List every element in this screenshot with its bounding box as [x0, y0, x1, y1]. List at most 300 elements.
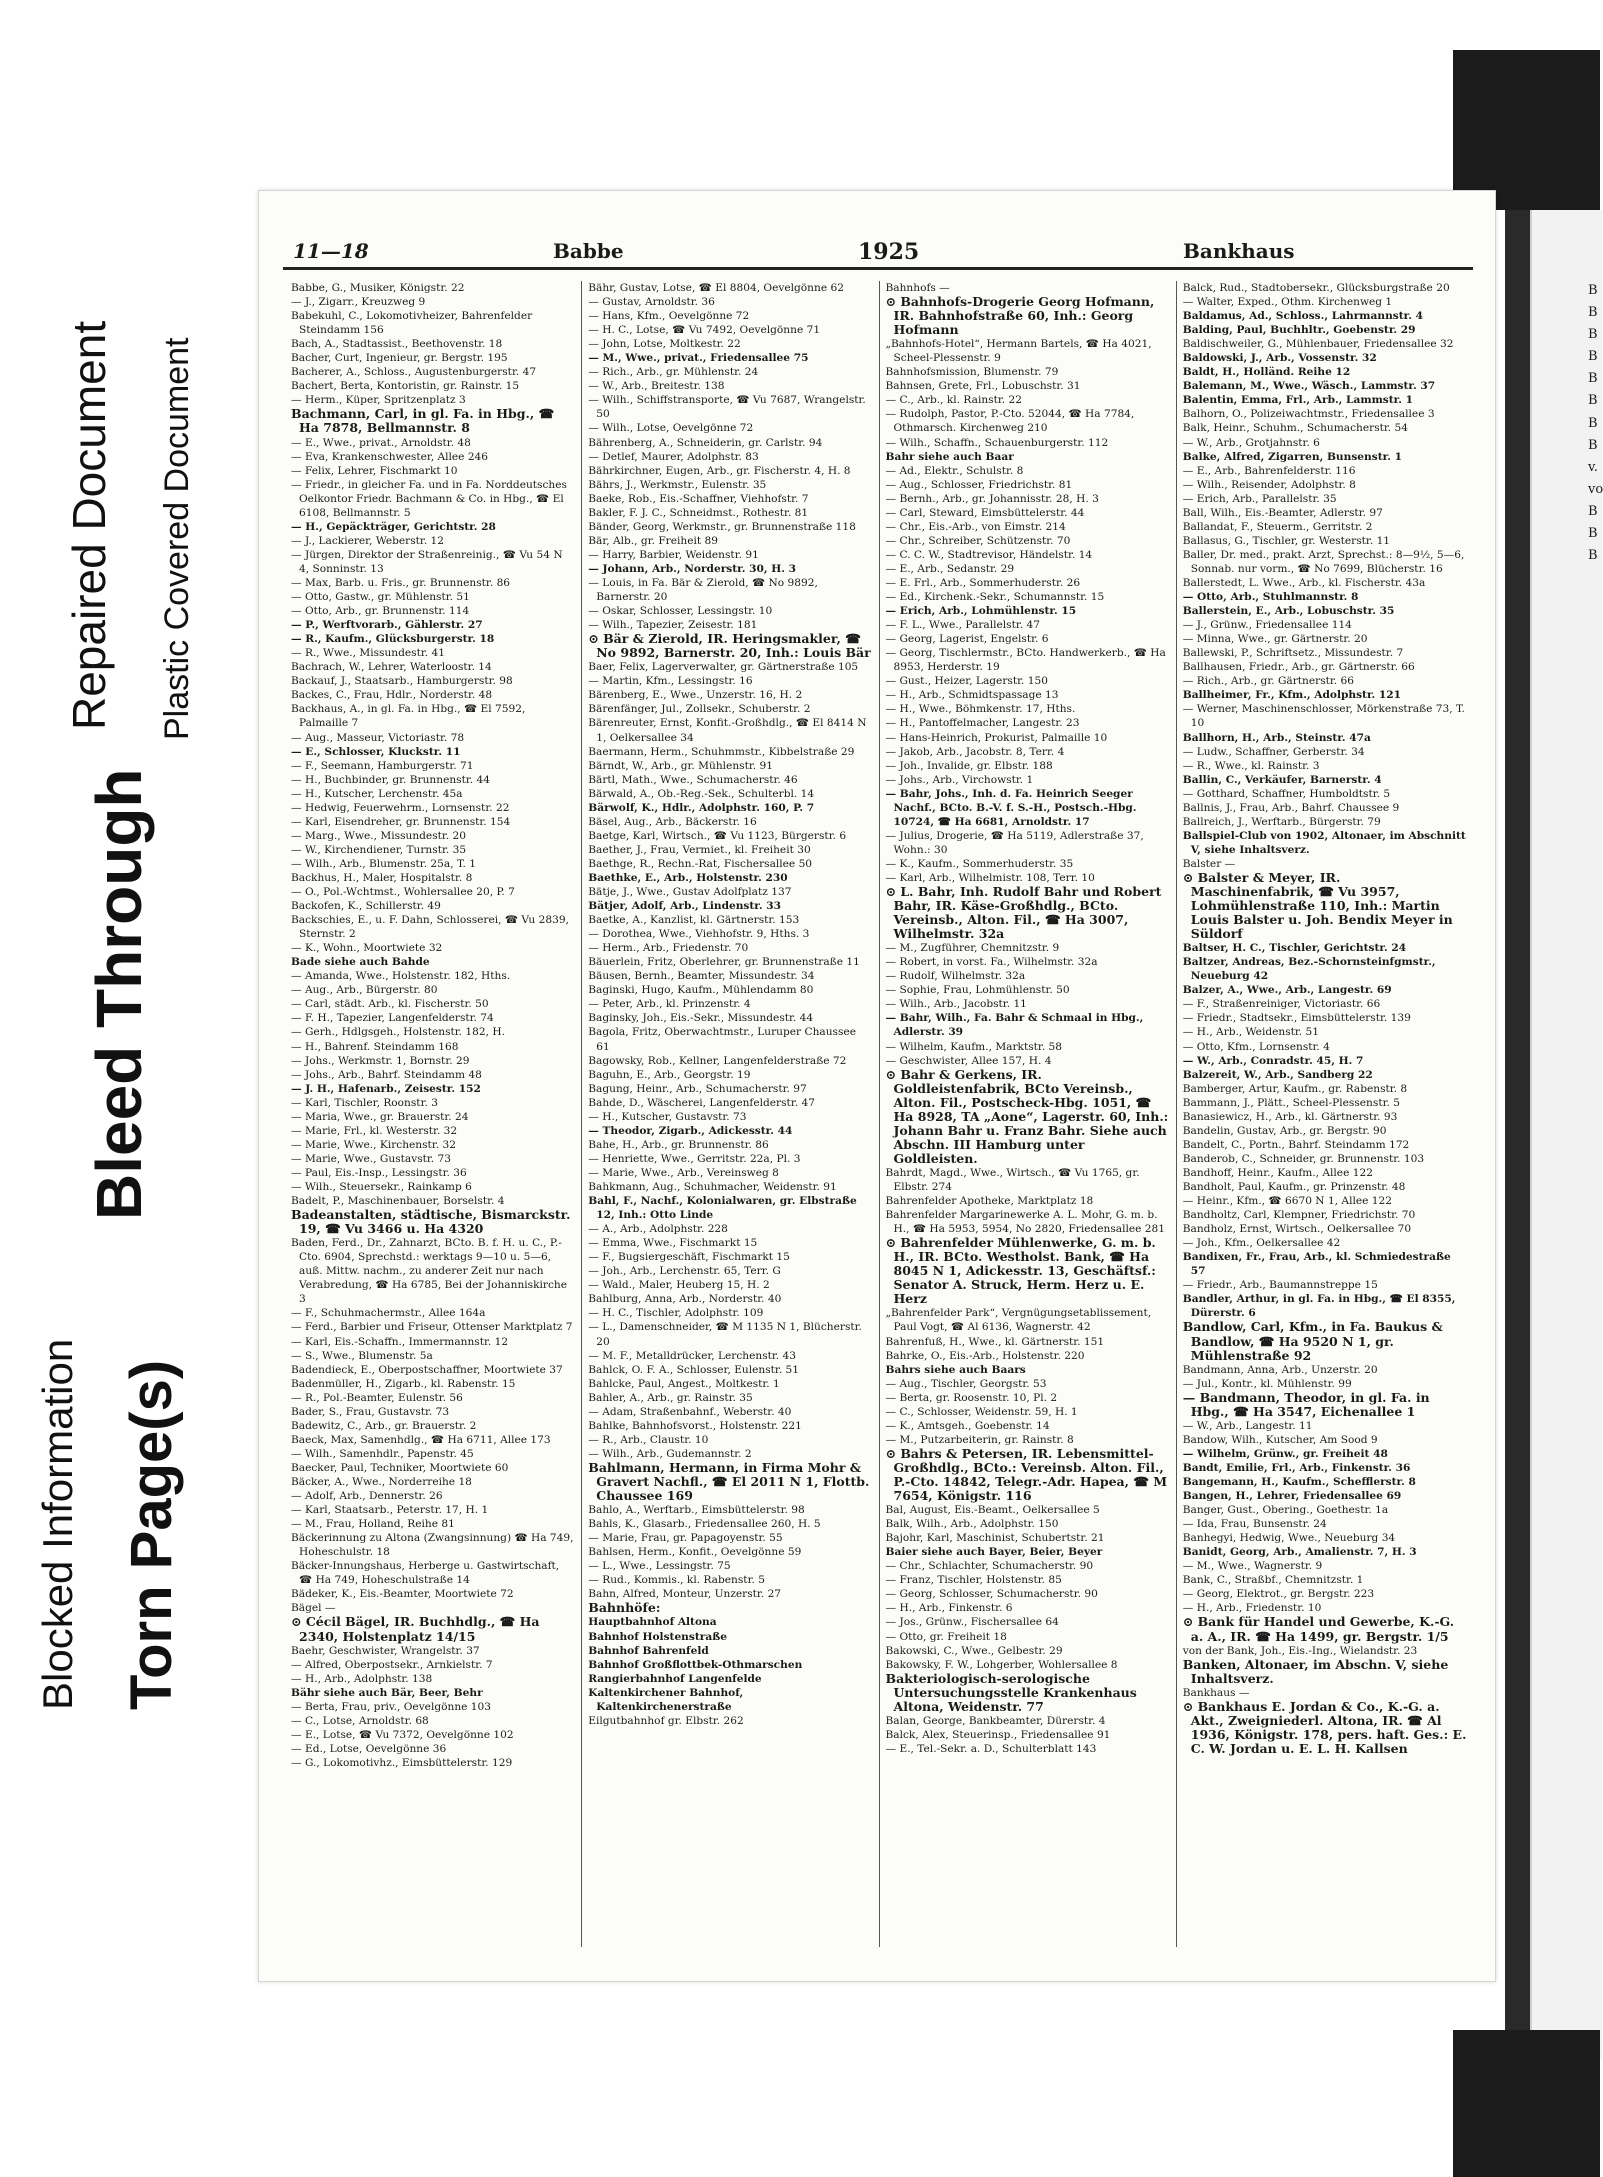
directory-entry: ⊙ Bahnhofs-Drogerie Georg Hofmann, IR. Bahnhofstraße 60, Inh.: Georg Hofmann: [885, 294, 1155, 338]
page-number: 11—18: [293, 239, 369, 263]
directory-entry: — Sophie, Frau, Lohmühlenstr. 50: [885, 984, 1070, 997]
adjacent-letter: B: [1588, 371, 1598, 387]
directory-entry: — Theodor, Zigarb., Adickesstr. 44: [588, 1124, 793, 1137]
directory-entry: Bachrach, W., Lehrer, Waterloostr. 14: [291, 661, 492, 674]
directory-entry: — M., Putzarbeiterin, gr. Rainstr. 8: [885, 1433, 1074, 1446]
directory-entry: — Rich., Arb., gr. Gärtnerstr. 66: [1182, 675, 1355, 688]
directory-entry: — Eva, Krankenschwester, Allee 246: [291, 450, 489, 463]
directory-entry: Backhaus, A., in gl. Fa. in Hbg., ☎ El 7592, Palmaille 7: [291, 703, 526, 730]
directory-entry: — Bahr, Wilh., Fa. Bahr & Schmaal in Hbg., Adlerstr. 39: [885, 1012, 1144, 1039]
directory-entry: — Georg, Lagerist, Engelstr. 6: [885, 633, 1049, 646]
directory-entry: Bahde, D., Wäscherei, Langenfelderstr. 47: [588, 1096, 815, 1109]
directory-entry: Balck, Alex, Steuerinsp., Friedensallee 91: [885, 1728, 1111, 1741]
directory-entry: — Marie, Wwe., Kirchenstr. 32: [291, 1138, 456, 1151]
directory-entry: — Jakob, Arb., Jacobstr. 8, Terr. 4: [885, 745, 1065, 758]
directory-entry: ⊙ Balster & Meyer, IR. Maschinenfabrik, ☎ Vu 3957, Lohmühlenstraße 110, Inh.: Martin Louis Balster u. Joh. Bendix Meyer in Süldorf: [1182, 869, 1453, 942]
directory-entry: von der Bank, Joh., Eis.-Ing., Wielandstr. 23: [1182, 1644, 1418, 1657]
directory-entry: Baginsky, Joh., Eis.-Sekr., Missundestr. 44: [588, 1012, 814, 1025]
directory-entry: — Johs., Arb., Bahrf. Steindamm 48: [291, 1068, 482, 1081]
directory-entry: Bahlke, Bahnhofsvorst., Holstenstr. 221: [588, 1419, 802, 1432]
directory-entry: — Hans-Heinrich, Prokurist, Palmaille 10: [885, 731, 1108, 744]
directory-entry: Baller, Dr. med., prakt. Arzt, Sprechst.: 8—9½, 5—6, Sonnab. nur vorm., ☎ No 7699, Blücherstr. 16: [1182, 548, 1465, 575]
directory-entry: Ballreich, J., Werftarb., Bürgerstr. 79: [1182, 815, 1381, 828]
directory-entry: — H., Kutscher, Lerchenstr. 45a: [291, 787, 463, 800]
directory-entry: Bandow, Wilh., Kutscher, Am Sood 9: [1182, 1433, 1378, 1446]
directory-entry: — Wilh., Arb., Jacobstr. 11: [885, 998, 1027, 1011]
directory-entry: Baer, Felix, Lagerverwalter, gr. Gärtnerstraße 105: [588, 661, 859, 674]
directory-entry: Baehr, Geschwister, Wrangelstr. 37: [291, 1644, 480, 1657]
directory-entry: Badenmüller, H., Zigarb., kl. Rabenstr. 15: [291, 1377, 516, 1390]
directory-entry: Bader, S., Frau, Gustavstr. 73: [291, 1405, 450, 1418]
directory-entry: Hauptbahnhof Altona: [588, 1616, 717, 1629]
directory-entry: — H., Arb., Weidenstr. 51: [1182, 1026, 1320, 1039]
directory-entry: Banderob, C., Schneider, gr. Brunnenstr. 103: [1182, 1152, 1425, 1165]
directory-entry: — E., Arb., Bahrenfelderstr. 116: [1182, 464, 1356, 477]
directory-entry: — Harry, Barbier, Weidenstr. 91: [588, 548, 759, 561]
directory-entry: — Heinr., Kfm., ☎ 6670 N 1, Allee 122: [1182, 1195, 1392, 1208]
directory-entry: ⊙ Bank für Handel und Gewerbe, K.-G. a. A., IR. ☎ Ha 1499, gr. Bergstr. 1/5: [1182, 1614, 1455, 1644]
directory-entry: — E., Arb., Sedanstr. 29: [885, 562, 1015, 575]
directory-entry: — Wilhelm, Kaufm., Marktstr. 58: [885, 1040, 1063, 1053]
column-2: [581, 281, 878, 1947]
directory-entry: — Georg, Schlosser, Schumacherstr. 90: [885, 1588, 1098, 1601]
directory-entry: — Rich., Arb., gr. Mühlenstr. 24: [588, 366, 759, 379]
directory-entry: — Herm., Küper, Spritzenplatz 3: [291, 394, 466, 407]
directory-entry: Bahe, H., Arb., gr. Brunnenstr. 86: [588, 1138, 769, 1151]
directory-entry: Banken, Altonaer, im Abschn. V, siehe Inhaltsverz.: [1182, 1656, 1449, 1686]
directory-entry: Baeke, Rob., Eis.-Schaffner, Viehhofstr. 7: [588, 492, 809, 505]
adjacent-letter: B: [1588, 393, 1598, 409]
scan-edge-side: [1505, 210, 1530, 2030]
directory-entry: — Johann, Arb., Norderstr. 30, H. 3: [588, 562, 797, 575]
directory-entry: — Julius, Drogerie, ☎ Ha 5119, Adlerstraße 37, Wohn.: 30: [885, 829, 1144, 856]
directory-entry: — F., Bugsiergeschäft, Fischmarkt 15: [588, 1251, 790, 1264]
directory-entry: — Wilh., Samenhdlr., Papenstr. 45: [291, 1447, 474, 1460]
directory-entry: — H. C., Tischler, Adolphstr. 109: [588, 1307, 764, 1320]
directory-entry: Banasiewicz, H., Arb., kl. Gärtnerstr. 93: [1182, 1110, 1398, 1123]
directory-entry: — F. H., Tapezier, Langenfelderstr. 74: [291, 1012, 494, 1025]
directory-entry: Bärndt, W., Arb., gr. Mühlenstr. 91: [588, 759, 773, 772]
directory-entry: Backauf, J., Staatsarb., Hamburgerstr. 98: [291, 675, 513, 688]
directory-entry: Ballheimer, Fr., Kfm., Adolphstr. 121: [1182, 689, 1402, 702]
directory-entry: Ballin, C., Verkäufer, Barnerstr. 4: [1182, 773, 1382, 786]
directory-entry: — Georg, Elektrot., gr. Bergstr. 223: [1182, 1588, 1375, 1601]
directory-entry: Bärwald, A., Ob.-Reg.-Sek., Schulterbl. 14: [588, 787, 815, 800]
directory-entry: Ballspiel-Club von 1902, Altonaer, im Abschnitt V, siehe Inhaltsverz.: [1182, 829, 1466, 856]
directory-entry: — Wilh., Tapezier, Zeisestr. 181: [588, 619, 758, 632]
directory-entry: Badeanstalten, städtische, Bismarckstr. 19, ☎ Vu 3466 u. Ha 4320: [291, 1207, 571, 1237]
directory-entry: — Wilh., Schiffstransporte, ☎ Vu 7687, Wrangelstr. 50: [588, 394, 866, 421]
directory-entry: — H., Arb., Friedenstr. 10: [1182, 1602, 1322, 1615]
column-1: [285, 281, 581, 1947]
directory-entry: Babbe, G., Musiker, Königstr. 22: [291, 282, 465, 294]
directory-entry: — Marie, Frl., kl. Westerstr. 32: [291, 1124, 458, 1137]
directory-entry: Bandholt, Paul, Kaufm., gr. Prinzenstr. 48: [1182, 1181, 1406, 1193]
adjacent-letter: B: [1588, 327, 1598, 343]
directory-entry: — J., Grünw., Friedensallee 114: [1182, 619, 1352, 632]
directory-entry: — W., Arb., Breitestr. 138: [588, 380, 725, 393]
directory-entry: — Rudolf, Wilhelmstr. 32a: [885, 970, 1026, 983]
directory-entry: Ballasus, G., Tischler, gr. Westerstr. 11: [1182, 534, 1391, 547]
directory-entry: — H., Gepäckträger, Gerichtstr. 28: [291, 520, 496, 533]
directory-entry: — R., Pol.-Beamter, Eulenstr. 56: [291, 1391, 463, 1404]
directory-entry: — Marie, Wwe., Gustavstr. 73: [291, 1152, 451, 1165]
directory-entry: Bahrke, O., Eis.-Arb., Holstenstr. 220: [885, 1349, 1085, 1362]
directory-entry: — M., Wwe., privat., Friedensallee 75: [588, 352, 809, 365]
directory-entry: Bakteriologisch-serologische Untersuchungsstelle Krankenhaus Altona, Weidenstr. 77: [885, 1670, 1137, 1714]
directory-entry: — F., Seemann, Hamburgerstr. 71: [291, 759, 474, 772]
directory-entry: — Ed., Kirchenk.-Sekr., Schumannstr. 15: [885, 591, 1105, 604]
directory-entry: — Carl, Steward, Eimsbüttelerstr. 44: [885, 506, 1085, 519]
directory-entry: — Erich, Arb., Lohmühlenstr. 15: [885, 605, 1077, 618]
directory-entry: — E., Schlosser, Kluckstr. 11: [291, 745, 461, 758]
directory-entry: Baethke, E., Arb., Holstenstr. 230: [588, 871, 788, 884]
directory-entry: Baermann, Herm., Schuhmmstr., Kibbelstraße 29: [588, 745, 855, 758]
directory-entry: — Gust., Heizer, Lagerstr. 150: [885, 675, 1048, 688]
directory-entry: Bandhoff, Heinr., Kaufm., Allee 122: [1182, 1166, 1373, 1179]
directory-entry: Balentin, Emma, Frl., Arb., Lammstr. 1: [1182, 394, 1413, 407]
directory-entry: Bärtl, Math., Wwe., Schumacherstr. 46: [588, 773, 798, 786]
directory-entry: Bakler, F. J. C., Schneidmst., Rothestr. 81: [588, 506, 809, 519]
directory-entry: — R., Kaufm., Glücksburgerstr. 18: [291, 633, 495, 646]
directory-entry: — Werner, Maschinenschlosser, Mörkenstraße 73, T. 10: [1182, 703, 1465, 730]
directory-entry: — L., Damenschneider, ☎ M 1135 N 1, Blücherstr. 20: [588, 1321, 862, 1348]
directory-entry: — M., Zugführer, Chemnitzstr. 9: [885, 942, 1060, 955]
directory-entry: — Berta, Frau, priv., Oevelgönne 103: [291, 1700, 491, 1713]
directory-entry: Baier siehe auch Bayer, Beier, Beyer: [885, 1546, 1103, 1559]
adjacent-letter: B: [1588, 437, 1598, 453]
directory-entry: — H. C., Lotse, ☎ Vu 7492, Oevelgönne 71: [588, 324, 821, 337]
directory-entry: Bal, August, Eis.-Beamt., Oelkersallee 5: [885, 1504, 1100, 1517]
directory-entry: Bär, Alb., gr. Freiheit 89: [588, 534, 718, 547]
directory-entry: Backhus, H., Maler, Hospitalstr. 8: [291, 871, 473, 884]
directory-entry: — Karl, Staatsarb., Peterstr. 17, H. 1: [291, 1504, 489, 1517]
directory-entry: Ballerstedt, L. Wwe., Arb., kl. Fischerstr. 43a: [1182, 576, 1426, 589]
directory-entry: — Geschwister, Allee 157, H. 4: [885, 1054, 1052, 1067]
directory-entry: — Johs., Arb., Virchowstr. 1: [885, 773, 1034, 786]
directory-entry: — Wilhelm, Grünw., gr. Freiheit 48: [1182, 1447, 1388, 1460]
directory-entry: — Felix, Lehrer, Fischmarkt 10: [291, 464, 458, 477]
directory-entry: ⊙ Bankhaus E. Jordan & Co., K.-G. a. Akt., Zweigniederl. Altona, IR. ☎ Al 1936, Königstr. 178, pers. haft. Ges.: E. C. W. Jordan u. E. L. H. Kallsen: [1182, 1698, 1467, 1756]
directory-entry: Bänder, Georg, Werkmstr., gr. Brunnenstraße 118: [588, 520, 856, 533]
directory-entry: — Franz, Tischler, Holstenstr. 85: [885, 1574, 1062, 1587]
directory-entry: Backofen, K., Schillerstr. 49: [291, 900, 441, 913]
directory-entry: Bandixen, Fr., Frau, Arb., kl. Schmiedestraße 57: [1182, 1251, 1451, 1278]
directory-entry: Bagola, Fritz, Oberwachtmstr., Luruper Chaussee 61: [588, 1026, 856, 1053]
directory-entry: — E., Lotse, ☎ Vu 7372, Oevelgönne 102: [291, 1728, 514, 1741]
directory-entry: Bärwolf, K., Hdlr., Adolphstr. 160, P. 7: [588, 801, 815, 814]
directory-entry: — Emma, Wwe., Fischmarkt 15: [588, 1237, 758, 1250]
directory-entry: — Gustav, Arnoldstr. 36: [588, 296, 715, 309]
directory-entry: — Maria, Wwe., gr. Brauerstr. 24: [291, 1110, 469, 1123]
directory-entry: „Bahnhofs-Hotel“, Hermann Bartels, ☎ Ha 4021, Scheel-Plessenstr. 9: [885, 338, 1152, 365]
directory-entry: — Gerh., Hdlgsgeh., Holstenstr. 182, H.: [291, 1026, 505, 1039]
directory-entry: Baether, J., Frau, Vermiet., kl. Freiheit 30: [588, 843, 811, 856]
directory-entry: Bahn, Alfred, Monteur, Unzerstr. 27: [588, 1588, 782, 1601]
directory-entry: — H., Arb., Adolphstr. 138: [291, 1672, 433, 1685]
directory-entry: — Adolf, Arb., Dennerstr. 26: [291, 1490, 443, 1503]
directory-page: [258, 190, 1496, 1982]
directory-entry: — F., Straßenreiniger, Victoriastr. 66: [1182, 998, 1381, 1011]
directory-entry: — W., Arb., Conradstr. 45, H. 7: [1182, 1054, 1364, 1067]
directory-entry: — P., Werftvorarb., Gählerstr. 27: [291, 619, 483, 632]
label-repaired-document: Repaired Document: [63, 320, 115, 730]
directory-entry: — Walter, Exped., Othm. Kirchenweg 1: [1182, 296, 1393, 309]
directory-columns: [285, 281, 1473, 1947]
directory-entry: — Otto, Kfm., Lornsenstr. 4: [1182, 1040, 1330, 1053]
directory-entry: Ballhorn, H., Arb., Steinstr. 47a: [1182, 731, 1371, 744]
directory-entry: — H., Arb., Schmidtspassage 13: [885, 689, 1059, 702]
directory-entry: — F., Schuhmachermstr., Allee 164a: [291, 1307, 486, 1320]
directory-entry: Bachert, Berta, Kontoristin, gr. Rainstr. 15: [291, 380, 520, 393]
directory-entry: Babekuhl, C., Lokomotivheizer, Bahrenfelder Steindamm 156: [291, 310, 533, 337]
directory-entry: Banidt, Georg, Arb., Amalienstr. 7, H. 3: [1182, 1546, 1417, 1559]
directory-entry: — Aug., Arb., Bürgerstr. 80: [291, 984, 438, 997]
adjacent-letter: B: [1588, 305, 1598, 321]
directory-entry: Baetke, A., Kanzlist, kl. Gärtnerstr. 153: [588, 914, 800, 927]
directory-entry: — E., Wwe., privat., Arnoldstr. 48: [291, 436, 471, 449]
label-torn-pages: Torn Page(s): [119, 1359, 184, 1710]
directory-entry: Bandholz, Ernst, Wirtsch., Oelkersallee 70: [1182, 1223, 1412, 1236]
directory-entry: — H., Pantoffelmacher, Langestr. 23: [885, 717, 1080, 730]
directory-entry: — E. Frl., Arb., Sommerhuderstr. 26: [885, 576, 1081, 589]
directory-entry: — H., Arb., Finkenstr. 6: [885, 1602, 1013, 1615]
directory-entry: ⊙ Cécil Bägel, IR. Buchhdlg., ☎ Ha 2340, Holstenplatz 14/15: [291, 1614, 540, 1644]
directory-entry: — Oskar, Schlosser, Lessingstr. 10: [588, 605, 773, 618]
directory-entry: — John, Lotse, Moltkestr. 22: [588, 338, 741, 351]
directory-entry: Bacherer, A., Schloss., Augustenburgerstr. 47: [291, 366, 537, 379]
directory-entry: Bahlck, O. F. A., Schlosser, Eulenstr. 51: [588, 1363, 800, 1376]
directory-entry: — W., Kirchendiener, Turnstr. 35: [291, 843, 467, 856]
directory-entry: — Wilh., Arb., Blumenstr. 25a, T. 1: [291, 857, 476, 870]
directory-entry: — Wald., Maler, Heuberg 15, H. 2: [588, 1279, 770, 1292]
directory-entry: Bankhaus —: [1182, 1686, 1250, 1699]
directory-entry: — Adam, Straßenbahnf., Weberstr. 40: [588, 1405, 792, 1418]
directory-entry: — H., Bahrenf. Steindamm 168: [291, 1040, 459, 1053]
directory-entry: Bahr siehe auch Baar: [885, 450, 1014, 463]
directory-entry: Bamberger, Artur, Kaufm., gr. Rabenstr. 8: [1182, 1082, 1408, 1095]
directory-entry: — Bernh., Arb., gr. Johannisstr. 28, H. 3: [885, 492, 1099, 505]
directory-entry: Bakowski, C., Wwe., Gelbestr. 29: [885, 1644, 1063, 1657]
directory-entry: — R., Arb., Claustr. 10: [588, 1433, 709, 1446]
directory-entry: — Minna, Wwe., gr. Gärtnerstr. 20: [1182, 633, 1368, 646]
directory-entry: Banhegyi, Hedwig, Wwe., Neueburg 34: [1182, 1532, 1396, 1545]
directory-entry: — R., Wwe., Missundestr. 41: [291, 647, 445, 660]
directory-entry: Bädeker, K., Eis.-Beamter, Moortwiete 72: [291, 1588, 514, 1601]
directory-entry: Balke, Alfred, Zigarren, Bunsenstr. 1: [1182, 450, 1402, 463]
directory-entry: Bahnhof Bahrenfeld: [588, 1644, 709, 1657]
directory-entry: Balk, Wilh., Arb., Adolphstr. 150: [885, 1518, 1059, 1531]
directory-entry: Bachmann, Carl, in gl. Fa. in Hbg., ☎ Ha 7878, Bellmannstr. 8: [291, 406, 555, 436]
directory-entry: Bahlmann, Hermann, in Firma Mohr & Gravert Nachfl., ☎ El 2011 N 1, Flottb. Chaussee 169: [588, 1459, 870, 1504]
directory-entry: Balding, Paul, Buchhltr., Goebenstr. 29: [1182, 324, 1416, 337]
directory-entry: — Ad., Elektr., Schulstr. 8: [885, 464, 1024, 477]
directory-entry: — Gotthard, Schaffner, Humboldtstr. 5: [1182, 787, 1391, 800]
directory-entry: Baethge, R., Rechn.-Rat, Fischersallee 50: [588, 857, 813, 870]
adjacent-letter: B: [1588, 283, 1598, 298]
directory-entry: Baltser, H. C., Tischler, Gerichtstr. 24: [1182, 942, 1407, 955]
directory-entry: Rangierbahnhof Langenfelde: [588, 1672, 762, 1685]
directory-entry: — Aug., Tischler, Georgstr. 53: [885, 1377, 1047, 1390]
directory-entry: Kaltenkirchener Bahnhof, Kaltenkirchenerstraße: [588, 1686, 744, 1713]
directory-entry: Baden, Ferd., Dr., Zahnarzt, BCto. B. f. H. u. C., P.-Cto. 6904, Sprechstd.: werktags 9—10 u. 5—6, auß. Mittw. nachm., zu anderer Zeit nur nach Verabredung, ☎ Ha 6785, Bei der Johanniskirche 3: [291, 1237, 567, 1306]
directory-entry: Bahls, K., Glasarb., Friedensallee 260, H. 5: [588, 1518, 821, 1531]
directory-entry: — Otto, Gastw., gr. Mühlenstr. 51: [291, 591, 470, 604]
directory-entry: — Louis, in Fa. Bär & Zierold, ☎ Nо 9892, Barnerstr. 20: [588, 576, 818, 604]
directory-entry: — Chr., Schlachter, Schumacherstr. 90: [885, 1560, 1094, 1573]
directory-entry: Bärenfänger, Jul., Zollsekr., Schuberstr. 2: [588, 703, 811, 716]
directory-entry: — Hedwig, Feuerwehrm., Lornsenstr. 22: [291, 801, 510, 814]
directory-entry: Bahlo, A., Werftarb., Eimsbüttelerstr. 98: [588, 1504, 805, 1517]
directory-entry: — J. H., Hafenarb., Zeisestr. 152: [291, 1082, 481, 1095]
directory-entry: — Karl, Eis.-Schaffn., Immermannstr. 12: [291, 1335, 509, 1348]
directory-entry: Bandholtz, Carl, Klempner, Friedrichstr. 70: [1182, 1209, 1416, 1222]
directory-entry: Ballewski, P., Schriftsetz., Missundestr. 7: [1182, 647, 1404, 660]
directory-entry: Ballerstein, E., Arb., Lobuschstr. 35: [1182, 605, 1395, 618]
directory-entry: Bärenreuter, Ernst, Konfit.-Großhdlg., ☎ El 8414 N 1, Oelkersallee 34: [588, 717, 867, 744]
directory-entry: — Jos., Grünw., Fischersallee 64: [885, 1616, 1059, 1629]
directory-entry: — K., Kaufm., Sommerhuderstr. 35: [885, 857, 1074, 870]
directory-entry: — Bahr, Johs., Inh. d. Fa. Heinrich Seeger Nachf., BCto. B.-V. f. S.-H., Postsch.-Hbg. 10724, ☎ Ha 6681, Arnoldstr. 17: [885, 787, 1137, 828]
directory-entry: „Bahrenfelder Park“, Vergnügungsetablissement, Paul Vogt, ☎ Al 6136, Wagnerstr. 42: [885, 1307, 1152, 1334]
directory-entry: Bahkmann, Aug., Schuhmacher, Weidenstr. 91: [588, 1181, 837, 1193]
directory-entry: — S., Wwe., Blumenstr. 5a: [291, 1349, 433, 1362]
directory-entry: — M., Wwe., Wagnerstr. 9: [1182, 1560, 1323, 1573]
directory-entry: — J., Zigarr., Kreuzweg 9: [291, 296, 426, 309]
directory-entry: — W., Arb., Langestr. 11: [1182, 1419, 1313, 1432]
directory-entry: Bärenberg, E., Wwe., Unzerstr. 16, H. 2: [588, 689, 803, 702]
directory-entry: — Berta, gr. Roosenstr. 10, Pl. 2: [885, 1391, 1058, 1404]
scan-edge-top: [1453, 50, 1600, 210]
directory-entry: — Friedr., Arb., Baumannstreppe 15: [1182, 1279, 1378, 1292]
directory-entry: Baldischweiler, G., Mühlenbauer, Friedensallee 32: [1182, 338, 1454, 351]
directory-entry: Bahnhof Holstenstraße: [588, 1630, 727, 1643]
directory-entry: — Aug., Masseur, Victoriastr. 78: [291, 731, 465, 744]
directory-entry: Bandmann, Anna, Arb., Unzerstr. 20: [1182, 1363, 1378, 1376]
directory-entry: — Carl, städt. Arb., kl. Fischerstr. 50: [291, 998, 489, 1011]
directory-entry: — Friedr., Stadtsekr., Eimsbüttelerstr. 139: [1182, 1012, 1411, 1025]
label-bleed-through: Bleed Through: [83, 768, 155, 1220]
directory-entry: — H., Buchbinder, gr. Brunnenstr. 44: [291, 773, 490, 786]
directory-entry: Baldamus, Ad., Schloss., Lahrmannstr. 4: [1182, 310, 1423, 323]
directory-entry: Baecker, Paul, Techniker, Moortwiete 60: [291, 1461, 509, 1474]
directory-entry: — Joh., Invalide, gr. Elbstr. 188: [885, 759, 1053, 772]
directory-entry: Bäcker-Innungshaus, Herberge u. Gastwirtschaft, ☎ Ha 749, Hoheschulstraße 14: [291, 1560, 560, 1587]
directory-entry: Ballnis, J., Frau, Arb., Bahrf. Chaussee 9: [1182, 801, 1400, 814]
directory-entry: — Herm., Arb., Friedenstr. 70: [588, 942, 749, 955]
directory-entry: — Erich, Arb., Parallelstr. 35: [1182, 492, 1337, 505]
directory-entry: Bahlsen, Herm., Konfit., Oevelgönne 59: [588, 1546, 802, 1559]
directory-entry: Bähr siehe auch Bär, Beer, Behr: [291, 1686, 483, 1699]
directory-entry: — Wilh., Lotse, Oevelgönne 72: [588, 422, 754, 435]
directory-entry: Ballhausen, Friedr., Arb., gr. Gärtnerstr. 66: [1182, 661, 1415, 674]
directory-entry: — W., Arb., Grotjahnstr. 6: [1182, 436, 1320, 449]
directory-entry: — Marg., Wwe., Missundestr. 20: [291, 829, 467, 842]
directory-entry: — K., Amtsgeh., Goebenstr. 14: [885, 1419, 1050, 1432]
directory-entry: — Chr., Eis.-Arb., von Eimstr. 214: [885, 520, 1066, 533]
directory-entry: Bahnsen, Grete, Frl., Lobuschstr. 31: [885, 380, 1081, 393]
directory-entry: — Chr., Schreiber, Schützenstr. 70: [885, 534, 1071, 547]
directory-entry: Bäuerlein, Fritz, Oberlehrer, gr. Brunnenstraße 11: [588, 956, 860, 969]
directory-entry: Bahl, F., Nachf., Kolonialwaren, gr. Elbstraße 12, Inh.: Otto Linde: [588, 1195, 857, 1222]
directory-entry: Bagowsky, Rob., Kellner, Langenfelderstraße 72: [588, 1054, 847, 1067]
directory-entry: — Rudolph, Pastor, P.-Cto. 52044, ☎ Ha 7784, Othmarsch. Kirchenweg 210: [885, 408, 1135, 435]
adjacent-letter: v.: [1588, 459, 1598, 475]
directory-entry: — Marie, Frau, gr. Papagoyenstr. 55: [588, 1532, 783, 1545]
directory-entry: Backschies, E., u. F. Dahn, Schlosserei, ☎ Vu 2839, Sternstr. 2: [291, 914, 569, 941]
directory-entry: Baldowski, J., Arb., Vossenstr. 32: [1182, 352, 1377, 365]
directory-entry: — G., Lokomotivhz., Eimsbüttelerstr. 129: [291, 1756, 513, 1769]
directory-entry: — Dorothea, Wwe., Viehhofstr. 9, Hths. 3: [588, 928, 810, 941]
directory-entry: — Wilh., Reisender, Adolphstr. 8: [1182, 478, 1356, 491]
directory-entry: — Amanda, Wwe., Holstenstr. 182, Hths.: [291, 970, 511, 983]
directory-entry: Bäcker, A., Wwe., Norderreihe 18: [291, 1475, 472, 1488]
directory-entry: Balzereit, W., Arb., Sandberg 22: [1182, 1068, 1373, 1081]
directory-entry: — Aug., Schlosser, Friedrichstr. 81: [885, 478, 1073, 491]
directory-entry: — C., Arb., kl. Rainstr. 22: [885, 394, 1022, 407]
directory-entry: — C., Lotse, Arnoldstr. 68: [291, 1714, 429, 1727]
directory-entry: Bätje, J., Wwe., Gustav Adolfplatz 137: [588, 886, 792, 899]
directory-entry: — L., Wwe., Lessingstr. 75: [588, 1560, 731, 1573]
directory-entry: — A., Arb., Adolphstr. 228: [588, 1223, 728, 1236]
directory-entry: Bahnhofsmission, Blumenstr. 79: [885, 366, 1059, 379]
directory-entry: ⊙ Bahrenfelder Mühlenwerke, G. m. b. H., IR. BCto. Westholst. Bank, ☎ Ha 8045 N 1, Adickesstr. 13, Geschäftsf.: Senator A. Struck, Herm. Herz u. E. Herz: [885, 1235, 1156, 1307]
directory-entry: Bahnhofs —: [885, 282, 950, 294]
directory-entry: Badelt, P., Maschinenbauer, Borselstr. 4: [291, 1195, 505, 1208]
directory-entry: — Otto, Arb., gr. Brunnenstr. 114: [291, 605, 470, 618]
directory-entry: Baginski, Hugo, Kaufm., Mühlendamm 80: [588, 984, 814, 997]
directory-entry: Ball, Wilh., Eis.-Beamter, Adlerstr. 97: [1182, 506, 1383, 519]
directory-entry: — Johs., Werkmstr. 1, Bornstr. 29: [291, 1054, 470, 1067]
directory-entry: — R., Wwe., kl. Rainstr. 3: [1182, 759, 1320, 772]
directory-entry: — Wilh., Schaffn., Schauenburgerstr. 112: [885, 436, 1109, 449]
directory-entry: — C., Schlosser, Weidenstr. 59, H. 1: [885, 1405, 1078, 1418]
directory-entry: ⊙ L. Bahr, Inh. Rudolf Bahr und Robert Bahr, IR. Käse-Großhdlg., BCto. Vereinsb., Alton. Fil., ☎ Ha 3007, Wilhelmstr. 32a: [885, 884, 1162, 942]
directory-entry: Bäckerinnung zu Altona (Zwangsinnung) ☎ Ha 749, Hoheschulstr. 18: [291, 1532, 574, 1559]
directory-entry: — Paul, Eis.-Insp., Lessingstr. 36: [291, 1166, 467, 1179]
directory-entry: — Hans, Kfm., Oevelgönne 72: [588, 310, 750, 323]
directory-entry: Bagung, Heinr., Arb., Schumacherstr. 97: [588, 1082, 807, 1095]
column-4: [1176, 281, 1473, 1947]
directory-entry: Bacher, Curt, Ingenieur, gr. Bergstr. 195: [291, 352, 508, 365]
directory-entry: Bade siehe auch Bahde: [291, 956, 430, 969]
directory-entry: — Ferd., Barbier und Friseur, Ottenser Marktplatz 7: [291, 1321, 573, 1334]
directory-entry: Bahler, A., Arb., gr. Rainstr. 35: [588, 1391, 753, 1404]
directory-entry: Balster —: [1182, 857, 1236, 870]
directory-entry: Badewitz, C., Arb., gr. Brauerstr. 2: [291, 1419, 477, 1432]
directory-entry: Balhorn, O., Polizeiwachtmstr., Friedensallee 3: [1182, 408, 1435, 421]
directory-entry: Bahlburg, Anna, Arb., Norderstr. 40: [588, 1293, 782, 1306]
adjacent-page-letters: [1588, 280, 1603, 567]
directory-entry: — Alfred, Oberpostsekr., Arnkielstr. 7: [291, 1658, 493, 1671]
directory-entry: — Joh., Arb., Lerchenstr. 65, Terr. G: [588, 1265, 781, 1278]
adjacent-letter: B: [1588, 349, 1598, 365]
column-3: [879, 281, 1176, 1947]
directory-entry: Bahlcke, Paul, Angest., Moltkestr. 1: [588, 1377, 780, 1390]
directory-entry: — Wilh., Steuersekr., Rainkamp 6: [291, 1181, 472, 1193]
directory-entry: Baetge, Karl, Wirtsch., ☎ Vu 1123, Bürgerstr. 6: [588, 829, 847, 842]
directory-entry: Bähr, Gustav, Lotse, ☎ El 8804, Oevelgönne 62: [588, 282, 844, 294]
adjacent-letter: B: [1588, 526, 1598, 542]
directory-entry: Balemann, M., Wwe., Wäsch., Lammstr. 37: [1182, 380, 1436, 393]
directory-entry: Bammann, J., Plätt., Scheel-Plessenstr. 5: [1182, 1096, 1400, 1109]
directory-entry: — M. F., Metalldrücker, Lerchenstr. 43: [588, 1349, 797, 1362]
directory-entry: — Friedr., in gleicher Fa. und in Fa. Norddeutsches Oelkontor Friedr. Bachmann & Co. in Hbg., ☎ El 6108, Bellmannstr. 5: [291, 478, 567, 519]
directory-entry: Eilgutbahnhof gr. Elbstr. 262: [588, 1714, 744, 1727]
directory-entry: Bangemann, H., Kaufm., Schefflerstr. 8: [1182, 1475, 1416, 1488]
directory-entry: Balzer, A., Wwe., Arb., Langestr. 69: [1182, 984, 1392, 997]
directory-entry: — Ed., Lotse, Oevelgönne 36: [291, 1742, 447, 1755]
